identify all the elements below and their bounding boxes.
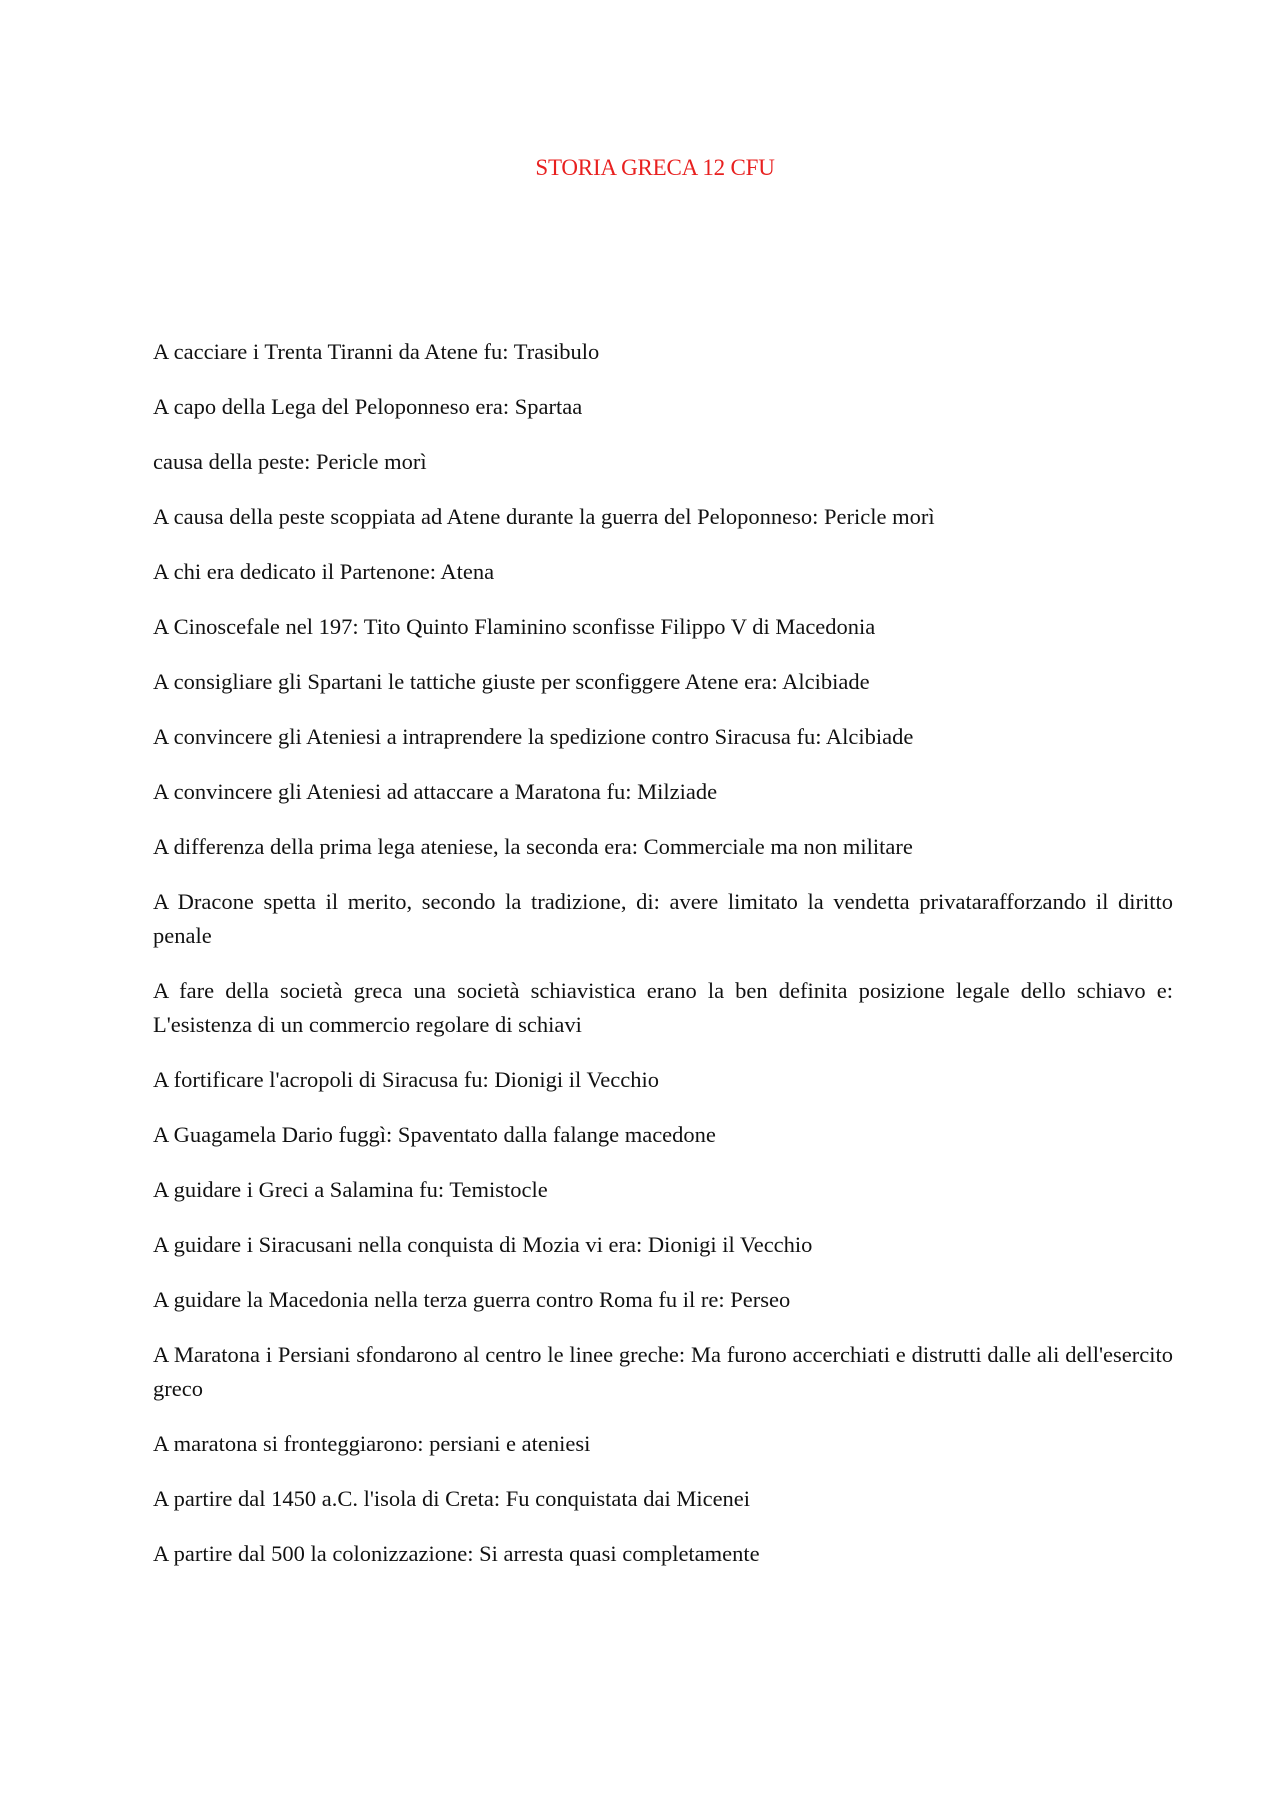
list-item: A cacciare i Trenta Tiranni da Atene fu: Trasibulo: [153, 339, 600, 364]
list-item: A guidare la Macedonia nella terza guerra contro Roma fu il re: Perseo: [153, 1287, 791, 1312]
list-item: A causa della peste scoppiata ad Atene durante la guerra del Peloponneso: Pericle morì: [153, 504, 935, 529]
list-item: A consigliare gli Spartani le tattiche giuste per sconfiggere Atene era: Alcibiade: [153, 669, 870, 694]
document-title: STORIA GRECA 12 CFU: [535, 155, 775, 180]
list-item: A Maratona i Persiani sfondarono al centro le linee greche: Ma furono accerchiati e distrutti dalle ali dell'esercito greco: [153, 1342, 1173, 1401]
list-item: A guidare i Siracusani nella conquista di Mozia vi era: Dionigi il Vecchio: [153, 1232, 813, 1257]
list-item: A Dracone spetta il merito, secondo la tradizione, di: avere limitato la vendetta privatarafforzando il diritto penale: [153, 889, 1173, 948]
list-item: A fortificare l'acropoli di Siracusa fu: Dionigi il Vecchio: [153, 1067, 659, 1092]
list-item: A fare della società greca una società schiavistica erano la ben definita posizione legale dello schiavo e: L'esistenza di un commercio regolare di schiavi: [153, 978, 1173, 1037]
list-item: A Guagamela Dario fuggì: Spaventato dalla falange macedone: [153, 1122, 716, 1147]
list-item: A guidare i Greci a Salamina fu: Temistocle: [153, 1177, 548, 1202]
list-item: A capo della Lega del Peloponneso era: Spartaa: [153, 394, 583, 419]
list-item: A partire dal 1450 a.C. l'isola di Creta: Fu conquistata dai Micenei: [153, 1486, 751, 1511]
list-item: A Cinoscefale nel 197: Tito Quinto Flaminino sconfisse Filippo V di Macedonia: [153, 614, 876, 639]
list-item: A partire dal 500 la colonizzazione: Si arresta quasi completamente: [153, 1541, 760, 1566]
list-item: A convincere gli Ateniesi ad attaccare a Maratona fu: Milziade: [153, 779, 718, 804]
question-list: [153, 335, 1173, 1592]
list-item: A maratona si fronteggiarono: persiani e ateniesi: [153, 1431, 591, 1456]
list-item: A convincere gli Ateniesi a intraprendere la spedizione contro Siracusa fu: Alcibiade: [153, 724, 914, 749]
list-item: causa della peste: Pericle morì: [153, 449, 427, 474]
list-item: A differenza della prima lega ateniese, la seconda era: Commerciale ma non militare: [153, 834, 913, 859]
list-item: A chi era dedicato il Partenone: Atena: [153, 559, 495, 584]
